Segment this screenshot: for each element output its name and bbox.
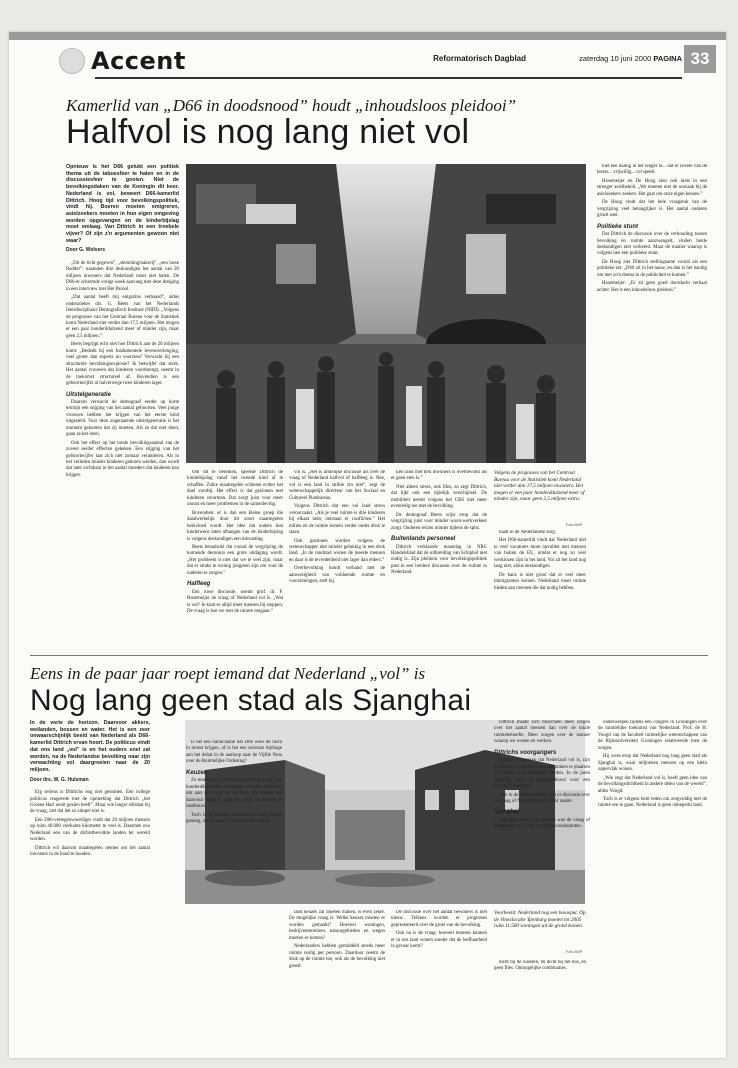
article2-column-6	[598, 720, 707, 1048]
subheading: Sjanghai	[494, 809, 520, 816]
paragraph: De demograaf Beets wijst erop dat de vergrijzing juist voor minder woon-werkverkeer zorgt. Ouderen reizen minder tijdens de spits.	[391, 512, 487, 531]
article2-column-4	[391, 910, 487, 1048]
article1-column-4	[391, 470, 487, 650]
paragraph: De Hoog vindt dat het hele vraagstuk van de vergrijzing veel belangrijker is. Het aantal ouderen groeit snel.	[597, 200, 707, 219]
paragraph: Dat Dittrich de discussie over de verhouding tussen bevolking en ruimte aanzwengelt, vinden beide deskundigen niet verkeerd. Maar de manier waarop is volgens hen een politieke stunt.	[597, 232, 707, 257]
paragraph: De Hoog ziet Dittrich stellingname vooral als een politieke zet. „D66 zit in het nauw, en dan is het handig om met zo'n thema in de publiciteit te komen.”	[597, 259, 707, 278]
page-label: PAGINA	[653, 54, 682, 63]
subheading: Keuzen	[186, 769, 208, 776]
paragraph: Nederlanders hebben gemiddeld steeds meer ruimte nodig per persoon. Daardoor neemt de druk op de ruimte toe, ook als de bevolking niet groeit.	[289, 944, 385, 969]
article1-kicker: Kamerlid van „D66 in doodsnood” houdt „inhoudsloos pleidooi”	[66, 96, 517, 115]
paragraph: Een land met tien inwoners is overbevolkt als er geen eten is.”	[391, 470, 487, 482]
paragraph: De discussie over het aantal bewoners is niet nieuw. Telkens worden er prognoses gepresenteerd over de groei van de bevolking.	[391, 910, 487, 928]
paragraph: Het D66-kamerlid vindt dat Nederland niet te veel vacatures moet opvullen met mensen van buiten de EU, omdat er nog zo veel werklozen zijn in het land. Vol zit het land nog lang niet, aldus deskundigen.	[494, 538, 586, 570]
article1-column-2	[187, 470, 283, 650]
paragraph: Toch is er volgens deskundigen nog ruimte genoeg, als we maar slimme keuzes maken.	[186, 812, 282, 824]
paragraph: Hosemeijer: „Er zit geen goed doordacht verhaal achter. Het is een inhoudsloos pleidooi.”	[597, 281, 707, 293]
paragraph: niet een daling in het langer la... dat er zoveel van de lezers... vrijwillig... rol speelt.	[597, 164, 707, 176]
article2-intro: In de verte de horizon. Daarvoor akkers, weilanden, bossen en water. Het is een zeer onwaarschijnlijk beeld van Nederland als D66-kamerlid Dittrich ervan hoort. De politicus vindt dat ons land „vol” is en het ouders snel zal worden, na de Nederlandse bevolking naar zijn verwachting vol daargroeien naar de 20 miljoen.	[30, 720, 150, 773]
paragraph: Dittrich uitspraken dat Nederland vol is, zijn overigens in een reeks van uitspraken te plaatsen die steeds weer herhaald worden. In de jaren zeventig werd al gewaarschuwd voor een overvol Nederland.	[494, 758, 590, 790]
article2-column-3	[289, 910, 385, 1048]
article1-column-6	[597, 164, 707, 648]
paragraph: Dittrich verklaarde maandag in NRC Handelsblad dat de uitbreiding van Schiphol niet nodig is. Zijn pleidooi voor bevolkingspolitiek past in een bredere discussie over de ruimte in Nederland.	[391, 544, 487, 576]
article1-column-3	[289, 470, 385, 650]
paragraph: Zo moeten er in Nederland voorlopig nog vele honderdduizenden woningen worden gebouwd om aan de vraag te voldoen. De ruimte die daarvoor nodig is, gaat ten koste van natuur en landbouw.	[186, 778, 282, 810]
photo1-credit: Foto ANP	[566, 523, 583, 527]
subheading: Uitstelgeneratie	[66, 391, 112, 398]
paragraph: land keuzes zal moeten maken, is even zeker. De mogelijke vraag is: Welke keuzes moeten er worden gemaakt? Hoeveel woningen, bedrijventerreinen, natuurgebieden en wegen moeten er komen?	[289, 910, 385, 941]
paragraph: Toch is er volgens hem reden om zorgvuldig met de ruimte om te gaan. Nederland is geen onbeperkt land.	[598, 796, 707, 809]
paragraph: Dittrich maakt zich misschien meer zorgen over het aantal mensen dan over de totale ruimtebehoefte. Meer zorgen over de manier waarop we wonen en werken.	[494, 720, 590, 745]
article2-byline: Door drs. W. G. Hulsman	[30, 776, 89, 783]
photo2-credit: Foto ANP	[566, 950, 583, 954]
subheading: Halfleeg	[187, 581, 211, 588]
subheading: Buitenlands personeel	[391, 536, 456, 543]
paragraph: Een D66-vertegenwoordiger vindt dat 20 miljoen mensen op ruim 40.000 vierkante kilometer te veel is. Daarmee zou Nederland een van de dichtstbevolkte landen ter wereld worden.	[30, 817, 150, 843]
newspaper-name: Reformatorisch Dagblad	[433, 54, 526, 63]
paragraph: Erg serieus is Dittrichs oog niet genomen. Een college politicus reageerde met de opmerking dat Dittrich „het Groene Hart nooit gezien heeft”. Maar wie langer stilstaat bij de vraag, ziet dat het zo simpel niet is.	[30, 790, 150, 815]
paragraph: Nog geen twee jaar geleden was de vraag of Nederland vol is een van de discussiepunten.	[494, 817, 590, 830]
page-header	[9, 32, 726, 76]
paragraph: Ook nu is de vraag: hoeveel mensen kunnen er in ons land wonen zonder dat de leefbaarheid in gevaar komt?	[391, 931, 487, 950]
page-number: 33	[684, 45, 716, 73]
subheading: Politieke stunt	[597, 223, 639, 230]
paragraph: Ook het effect op het totale bevolkingsaantal van de zoveel eerder effecten gekeken. Een stijging van het geboortecijfer laat zich niet zomaar veranderen. Als in het verleden minder kinderen geboren werden, dan wordt dat later zichtbaar in het aantal moeders dat kinderen kan krijgen.	[66, 440, 179, 478]
article2-column-5	[494, 720, 590, 906]
article1-byline: Door G. Wolvers	[66, 247, 106, 254]
subheading: Dittrichs voorgangers	[494, 749, 557, 756]
article-divider	[30, 655, 708, 656]
paragraph: Niet alleen stress, ook files, zo zegt Dittrich, dat lijkt ook een tijdelijk verschijnsel. De mobiliteit neemt volgens het CBS niet meer evenredig toe met de bevolking.	[391, 484, 487, 510]
article2-column-1	[30, 720, 150, 1048]
article2-column-4b	[494, 960, 586, 1048]
paragraph: Ook in de jaren negentig was er discussie over de vraag of Nederland niet te vol raakte.	[494, 792, 590, 804]
paragraph: Daarom verwacht de demograaf eerder op korte termijn een stijging van het aantal geboorten. Veel jonge vrouwen hebben het krijgen van het eerste kind uitgesteld. Voor deze zogenaamde uitstelgeneratie is het moment gekomen dat zij moeten. Als ze dat niet doen, gaan ze het doen.	[66, 399, 179, 438]
article1-column-5	[494, 530, 586, 650]
article2-kicker: Eens in de paar jaar roept iemand dat Nederland „vol” is	[30, 664, 426, 683]
street-crowd-photo	[186, 164, 586, 463]
paragraph: haalt in de Nederlandse zorg.	[499, 530, 557, 535]
paragraph: „Dit de licht gegeven”, „stemmingmakerij”, „een losse flodder”: naamden drie deskundigen het aantal van 20 miljoen inwoners dat Nederland moet niet halen. De D66-er schermde vorige week aanvang met deze dreiging in een interview met Het Parool.	[66, 260, 179, 292]
section-title: Accent	[91, 47, 186, 75]
paragraph: Is het een hallucinatie dat D66 weer de lucht in moest krijgen, of is het een serieuze bijdrage aan het debat in de aanloop naar de Vijfde Nota over de Ruimtelijke Ordening?	[186, 740, 282, 765]
paragraph: dicht bij de wanden, en dicht bij het bos, en geen files. Onmogelijke combinaties.	[494, 960, 586, 972]
paragraph: Hosemeijer en De Hoog zien ook niets in een strenger asielbeleid. „We moeten niet de oorzaak bij de asielzoekers zoeken. Het gaat om onze eigen keuzes.”	[597, 178, 707, 197]
paragraph: „Dat aantal heeft mij enigszins verbaasd”, aldus onderzoeker drs. G. Beets van het Nederlands Interdisciplinair Demografisch Instituut (NIDI). „Volgens de prognoses van het Centraal Bureau voor de Statistiek komt Nederland niet verder dan 17,5 miljoen. Het mogen er een paar honderdduizend meer of minder zijn, maar geen 2,5 miljoen.”	[66, 295, 179, 339]
article2-column-2	[186, 740, 282, 906]
issue-date	[579, 54, 682, 63]
date-text: zaterdag 10 juni 2000	[579, 54, 652, 63]
paragraph: onderwerpen tijdens een congres in Groningen over de ruimtelijke toekomst van Nederland. Prof. de H. Voogd van de faculteit ruimtelijke wetenschappen van de Rijksuniversiteit Groningen relativeerde toen de zorgen.	[598, 720, 707, 751]
paragraph: Overbevolking houdt verband met de aanwezigheid van voldoende ruimte en voorzieningen, stelt hij.	[289, 566, 385, 585]
paragraph: Een ruwe discussie, noemt prof. dr. F. Hosemeijer de vraag of Nederland vol is. „Wat is vol? Je kunt er altijd meer mensen bij stoppen. De vraag is hoe we met de ruimte omgaan.”	[187, 589, 283, 615]
photo1-caption: Volgens de prognoses van het Centraal Bureau voor de Statistiek komt Nederland niet verder dan 17,5 miljoen inwoners. Het mogen er een paar honderdduizend meer of minder zijn, maar geen 2,5 miljoen extra.	[494, 470, 585, 503]
paragraph: Volgens Dittrich dat een vol land stress veroorzaakt. „Als je veel ruimte is drie kinderen bij elkaar hebt, ontstaan er conflicten.” Het milieu en de ruimte komen verder onder druk te staan.	[289, 504, 385, 536]
paragraph: Dittrich wil daarom maatregelen nemen om het aantal inwoners in de hand te houden.	[30, 845, 150, 858]
paragraph: Ook gezinnen worden volgens de wetenschapper niet minder gelukkig in een druk land. „In de randstad wonen de meeste mensen en daar is de tevredenheid niet lager dan elders.”	[289, 538, 385, 563]
shopping-street-image	[186, 164, 586, 463]
paragraph: Bovendien: er is dan een kleine groep die daadwerkelijk door dit soort maatregelen beïnvloed wordt. Het idee dat ouders hun kinderwens laten afhangen van de kinderbijslag is volgens deskundigen een misvatting.	[187, 510, 283, 542]
header-band	[9, 32, 726, 40]
article2-headline: Nog lang geen stad als Sjanghai	[30, 684, 472, 717]
paragraph: Om dit te bereiken, speelde Dittrich de kinderbijslag vanaf het tweede kind af te schaffen. Zulke maatregelen schieten echter het doel voorbij. Het effect is dat gezinnen met kinderen verarmen. Dat zorgt juist voor meer onrust en meer problemen in de samenleving.	[187, 470, 283, 508]
paragraph: Hij wees erop dat Nederland nog lang geen stad als Sjanghai is, waar miljoenen mensen op een klein oppervlak wonen.	[598, 754, 707, 773]
article2-column-2-continued	[186, 910, 282, 1048]
header-rule	[95, 77, 682, 79]
article1-headline: Halfvol is nog lang niet vol	[66, 113, 470, 151]
article1-intro: Opnieuw is het D66 gelukt een politiek thema uit de taboesfeer te halen en in de discussiesfeer te gooien. Niet de bevolkingsdaken van de Koningin dit keer. Nederland is vol, beweert D66-kamerlid Dittrich. Hoog tijd voor bevolkingspolitiek, vindt hij. Boeren moeten emigreren, asielzoekers moeten in hun eigen omgeving worden opgevangen en de kinderbijslag moet omlaag. Van Dittrich in een troebele vijver? Of zijn z'n argumenten gewoon niet waar?	[66, 164, 179, 244]
paragraph: Beets benadrukt dat vooral de vergrijzing de komende decennia een grote uitdaging wordt. „Het probleem is niet dat we te veel zijn, maar dat er straks te weinig jongeren zijn om voor de ouderen te zorgen.”	[187, 544, 283, 576]
photo2-caption: Voorbeeld: Nederland nog een bouwput. Op de Vinexlocatie Ypenburg moeten tot 2005 ruim 11.500 woningen uit de grond komen.	[494, 910, 586, 930]
paragraph: vol is. „Het is armelijke discussie als over de vraag of Nederland halfvol of halfleeg is. Nee, vol is een land in strikte zin niet”, zegt de wetenschappelijk directeur van het Sociaal en Cultureel Planbureau.	[289, 470, 385, 501]
article1-column-1	[66, 164, 179, 648]
paragraph: Beets begrijpt echt niet hoe Dittrich aan de 20 miljoen komt. „Bedenk hij een fundamentele levensverlenging, veel groter dan experts nu voorzien? Verwacht hij een structurele bevolkingsexplosie? Ik betwijfel dat sterk. Het aantal vrouwen dat kinderen voortbrengt, neemt in de toekomst structureel af. Bovendien is een geboortecijfer al halverwege twee kinderen lager.	[66, 342, 179, 387]
paragraph: „Wie zegt dat Nederland vol is, heeft geen idee van de bevolkingsdichtheid in andere delen van de wereld”, aldus Voogd.	[598, 775, 707, 794]
paragraph: De kans is niet groot dat er veel meer immigranten komen. Nederland moet ruimte bieden aan mensen die dat nodig hebben.	[494, 572, 586, 591]
section-emblem-icon	[59, 48, 85, 74]
